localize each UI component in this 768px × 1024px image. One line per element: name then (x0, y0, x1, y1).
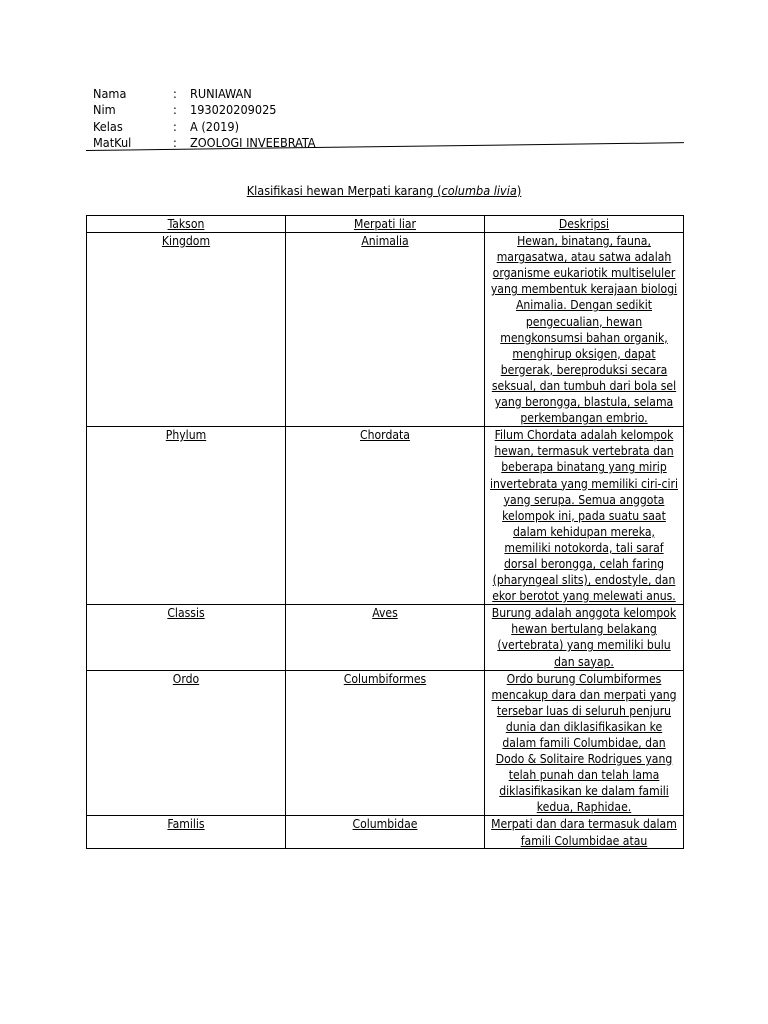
deskripsi-cell: Filum Chordata adalah kelompok hewan, termasuk vertebrata dan beberapa binatang yang mirip invertebrata yang memiliki ciri-ciri yang serupa. Semua anggota kelompok ini, pada suatu saat dalam kehidupan mereka, memiliki notokorda, tali saraf dorsal berongga, celah faring (pharyngeal slits), endostyle, dan ekor berotot yang melewati anus. (485, 427, 684, 605)
nama-cell: Animalia (286, 233, 485, 427)
info-value: 193020209025 (190, 102, 277, 118)
info-value: A (2019) (190, 118, 240, 134)
info-value: ZOOLOGI INVEEBRATA (190, 134, 316, 150)
table-row (87, 233, 684, 427)
title-species: columba livia (441, 183, 517, 198)
column-header-takson: Takson (87, 216, 286, 233)
info-colon: : (173, 118, 177, 134)
deskripsi-cell (485, 816, 684, 849)
table-row (87, 427, 684, 605)
deskripsi-cell: Burung adalah anggota kelompok hewan bertulang belakang (vertebrata) yang memiliki bulu dan sayap. (485, 605, 684, 670)
column-header-deskripsi: Deskripsi (485, 216, 684, 233)
deskripsi-cell: Hewan, binatang, fauna, margasatwa, atau satwa adalah organisme eukariotik multiseluler yang membentuk kerajaan biologi Animalia. Dengan sedikit pengecualian, hewan mengkonsumsi bahan organik, menghirup oksigen, dapat bergerak, bereproduksi secara seksual, dan tumbuh dari bola sel yang berongga, blastula, selama perkembangan embrio. (485, 233, 684, 427)
takson-cell: Phylum (87, 427, 286, 605)
info-label: Nim (93, 102, 116, 118)
classification-table (86, 215, 684, 849)
info-colon: : (173, 134, 177, 150)
takson-cell: Ordo (87, 670, 286, 816)
info-colon: : (173, 102, 177, 118)
table-row (87, 605, 684, 670)
deskripsi-text: Merpati dan dara termasuk dalam famili Columbidae atau (491, 817, 677, 848)
info-label: Nama (93, 86, 127, 101)
takson-cell: Familis (87, 816, 286, 849)
table-header-row (87, 216, 684, 233)
nama-cell: Columbiformes (286, 670, 485, 816)
nama-cell: Aves (286, 605, 485, 670)
document-title (0, 183, 768, 198)
table-row (87, 670, 684, 816)
nama-cell: Columbidae (286, 816, 485, 849)
info-colon: : (173, 86, 177, 101)
info-label: Kelas (93, 118, 123, 134)
title-suffix: ) (516, 183, 522, 198)
deskripsi-cell: Ordo burung Columbiformes mencakup dara dan merpati yang tersebar luas di seluruh penjuru dunia dan diklasifikasikan ke dalam famili Columbidae, dan Dodo & Solitaire Rodrigues yang telah punah dan telah lama diklasifikasikan ke dalam famili kedua, Raphidae. (485, 670, 684, 816)
table-row (87, 816, 684, 849)
info-value: RUNIAWAN (190, 86, 252, 101)
column-header-merpati-liar: Merpati liar (286, 216, 485, 233)
title-prefix: Klasifikasi hewan Merpati karang ( (246, 183, 442, 198)
nama-cell: Chordata (286, 427, 485, 605)
takson-cell: Classis (87, 605, 286, 670)
info-label: MatKul (93, 134, 132, 150)
takson-cell: Kingdom (87, 233, 286, 427)
